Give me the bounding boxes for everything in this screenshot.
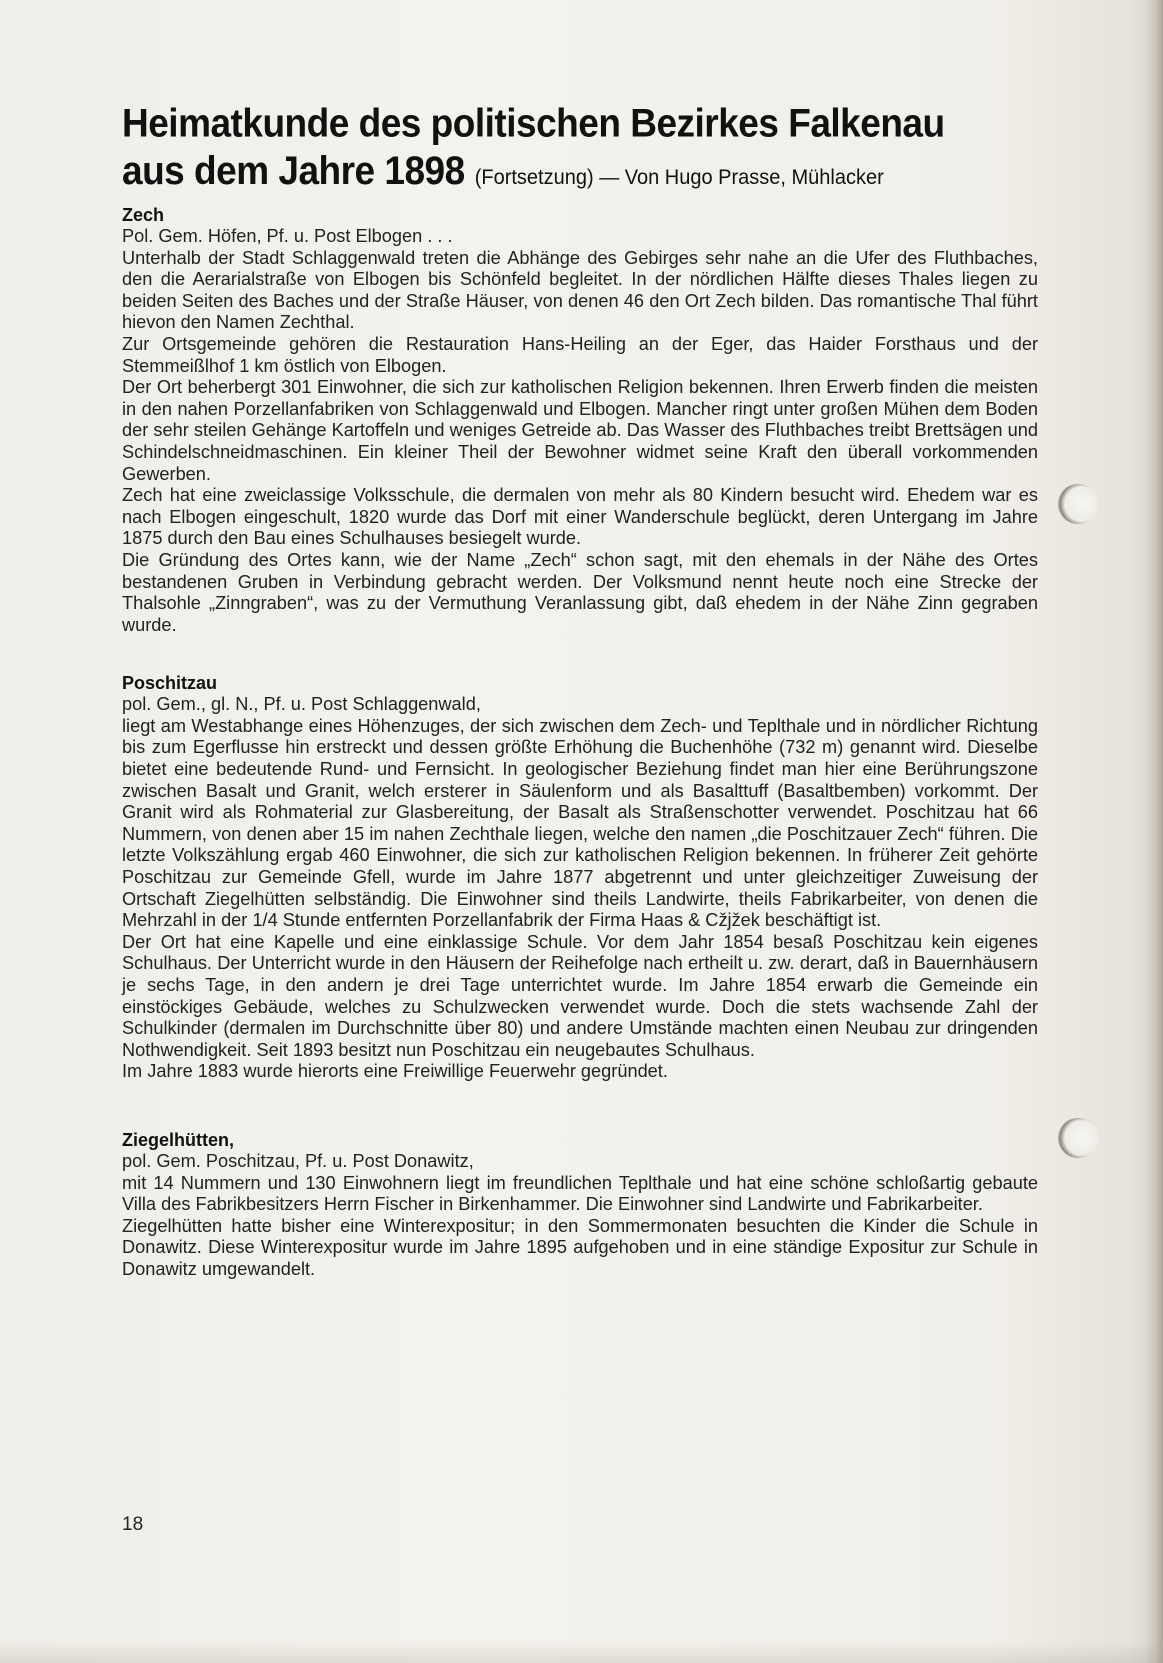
section-heading: Ziegelhütten, <box>122 1129 234 1150</box>
article-subtitle: (Fortsetzung) — Von Hugo Prasse, Mühlacker <box>474 165 884 190</box>
paragraph: Ziegelhütten hatte bisher eine Winterexpositur; in den Sommermonaten besuchten die Kinder die Schule in Donawitz. Diese Winterexpositur wurde im Jahre 1895 aufgehoben und in eine ständige Expositur zur Schule in Donawitz umgewandelt. <box>122 1215 1038 1279</box>
paragraph: Der Ort hat eine Kapelle und eine einklassige Schule. Vor dem Jahr 1854 besaß Poschitzau kein eigenes Schulhaus. Der Unterricht wurde in den Häusern der Reihefolge nach ertheilt u. zw. derart, daß in Bauernhäusern je sechs Tage, in den andern je drei Tage unterrichtet wurde. Im Jahre 1854 erwarb die Gemeinde ein einstöckiges Gebäude, welches zu Schulzwecken verwendet wurde. Doch die stets wachsende Zahl der Schulkinder (dermalen im Durchschnitte über 80) und andere Umstände machten einen Neubau zur dringenden Nothwendigkeit. Seit 1893 besitzt nun Poschitzau ein neugebautes Schulhaus. <box>122 931 1038 1060</box>
section-meta: Pol. Gem. Höfen, Pf. u. Post Elbogen . . . <box>122 226 453 246</box>
paragraph: mit 14 Nummern und 130 Einwohnern liegt im freundlichen Teplthale und hat eine schöne schloßartig gebaute Villa des Fabrikbesitzers Herrn Fischer in Birkenhammer. Die Einwohner sind Landwirte und Fabrikarbeiter. <box>122 1172 1038 1215</box>
punch-hole-icon <box>1058 1118 1098 1158</box>
article <box>122 100 1038 1281</box>
section-heading: Zech <box>122 205 165 225</box>
paragraph: Im Jahre 1883 wurde hierorts eine Freiwillige Feuerwehr gegründet. <box>122 1061 668 1082</box>
paragraph: Zech hat eine zweiclassige Volksschule, die dermalen von mehr als 80 Kindern besucht wird. Ehedem war es nach Elbogen eingeschult, 1820 wurde das Dorf mit einer Wanderschule beglückt, deren Untergang im Jahre 1875 durch den Bau eines Schulhauses besiegelt wurde. <box>122 485 1038 549</box>
title-line-1: Heimatkunde des politischen Bezirkes Falkenau <box>122 101 945 146</box>
paragraph: Der Ort beherbergt 301 Einwohner, die sich zur katholischen Religion bekennen. Ihren Erwerb finden die meisten in den nahen Porzellanfabriken von Schlaggenwald und Elbogen. Mancher ringt unter großen Mühen dem Boden der sehr steilen Gehänge Kartoffeln und weniges Getreide ab. Das Wasser des Fluthbaches treibt Brettsägen und Schindelschneidmaschinen. Ein kleiner Theil der Bewohner widmet seine Kraft den überall vorkommenden Gewerben. <box>122 377 1038 484</box>
title-line-2-text: aus dem Jahre 1898 <box>122 148 465 193</box>
section-meta: pol. Gem. Poschitzau, Pf. u. Post Donawitz, <box>122 1150 474 1171</box>
page-bottom-shadow <box>0 1641 1163 1663</box>
page-number: 18 <box>122 1514 144 1535</box>
paragraph: Die Gründung des Ortes kann, wie der Name „Zech“ schon sagt, mit den ehemals in der Nähe des Ortes bestandenen Gruben in Verbindung gebracht werden. Der Volksmund nennt heute noch eine Strecke der Thalsohle „Zinngraben“, was zu der Vermuthung Veranlassung gibt, daß ehedem in der Nähe Zinn gegraben wurde. <box>122 549 1038 635</box>
section-poschitzau <box>122 672 1038 1083</box>
section-meta: pol. Gem., gl. N., Pf. u. Post Schlaggenwald, <box>122 694 481 715</box>
punch-hole-icon <box>1058 484 1098 524</box>
title-line-2 <box>122 148 1038 202</box>
page-edge-shadow <box>1145 0 1163 1663</box>
section-heading: Poschitzau <box>122 673 218 694</box>
article-title <box>122 100 1038 202</box>
paragraph: liegt am Westabhange eines Höhenzuges, der sich zwischen dem Zech- und Teplthale und in nördlicher Richtung bis zum Egerflusse hin erstreckt und dessen größte Erhöhung die Buchenhöhe (732 m) genannt wird. Dieselbe bietet eine bedeutende Rund- und Fernsicht. In geologischer Beziehung findet man hier eine Berührungszone zwischen Basalt und Granit, welch ersterer in Säulenform und als Basalttuff (Basaltbemben) vorkommt. Der Granit wird als Rohmaterial zur Glasbereitung, der Basalt als Straßenschotter verwendet. Poschitzau hat 66 Nummern, von denen aber 15 im nahen Zechthale liegen, welche den namen „die Poschitzauer Zech“ führen. Die letzte Volkszählung ergab 460 Einwohner, die sich zur katholischen Religion bekennen. In früherer Zeit gehörte Poschitzau zur Gemeinde Gfell, wurde im Jahre 1877 abgetrennt und unter gleichzeitiger Zuweisung der Ortschaft Ziegelhütten selbständig. Die Einwohner sind theils Landwirte, theils Fabrikarbeiter, von denen die Mehrzahl in der 1/4 Stunde entfernten Porzellanfabrik der Firma Haas & Cžjžek beschäftigt ist. <box>122 715 1038 931</box>
section-ziegelhuetten <box>122 1129 1038 1281</box>
paragraph: Unterhalb der Stadt Schlaggenwald treten die Abhänge des Gebirges sehr nahe an die Ufer des Fluthbaches, den die Aerarialstraße von Elbogen bis Schönfeld begleitet. In der nördlichen Hälfte dieses Thales liegen zu beiden Seiten des Baches und der Straße Häuser, von denen 46 den Ort Zech bilden. Das romantische Thal führt hievon den Namen Zechthal. <box>122 247 1038 333</box>
paragraph: Zur Ortsgemeinde gehören die Restauration Hans-Heiling an der Eger, das Haider Forsthaus und der Stemmeißlhof 1 km östlich von Elbogen. <box>122 333 1038 376</box>
section-zech <box>122 204 1038 636</box>
